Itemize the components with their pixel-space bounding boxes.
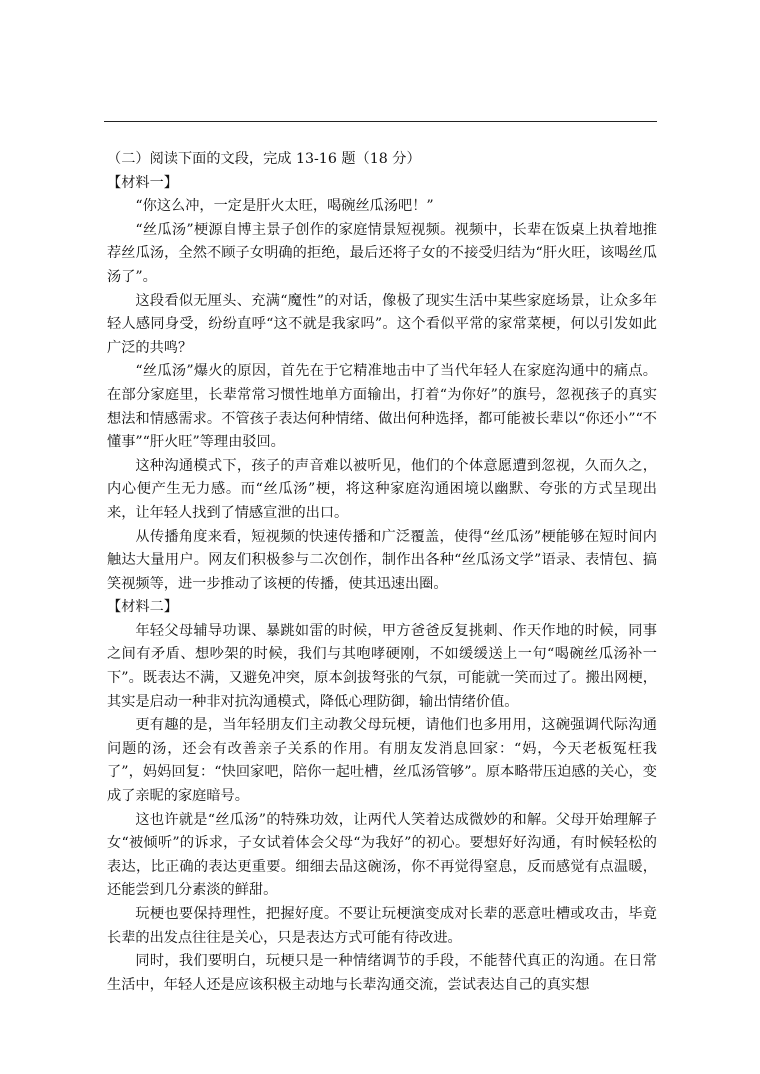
material-one-paragraph: 这段看似无厘头、充满“魔性”的对话，像极了现实生活中某些家庭场景，让众多年轻人感同身受，纷纷直呼“这不就是我家吗”。这个看似平常的家常菜梗，何以引发如此广泛的共鸣？ — [107, 292, 657, 356]
material-two-paragraph: 这也许就是“丝瓜汤”的特殊功效，让两代人笑着达成微妙的和解。父母开始理解子女“被倾听”的诉求，子女试着体会父母“为我好”的初心。要想好好沟通，有时候轻松的表达，比正确的表达更重要。细细去品这碗汤，你不再觉得窒息，反而感觉有点温暖，还能尝到几分素淡的鲜甜。 — [107, 811, 657, 899]
material-two-paragraph: 同时，我们要明白，玩梗只是一种情绪调节的手段，不能替代真正的沟通。在日常生活中，年轻人还是应该积极主动地与长辈沟通交流，尝试表达自己的真实想 — [107, 953, 657, 993]
material-one-paragraph: “丝瓜汤”爆火的原因，首先在于它精准地击中了当代年轻人在家庭沟通中的痛点。在部分家庭里，长辈常常习惯性地单方面输出，打着“为你好”的旗号，忽视孩子的真实想法和情感需求。不管孩子表达何种情绪、做出何种选择，都可能被长辈以“你还小”“不懂事”“肝火旺”等理由驳回。 — [107, 363, 657, 451]
material-one-paragraph: “你这么冲，一定是肝火太旺，喝碗丝瓜汤吧！” — [135, 198, 434, 215]
material-one-paragraph: 从传播角度来看，短视频的快速传播和广泛覆盖，使得“丝瓜汤”梗能够在短时间内触达大量用户。网友们积极参与二次创作，制作出各种“丝瓜汤文学”语录、表情包、搞笑视频等，进一步推动了该梗的传播，使其迅速出圈。 — [107, 528, 657, 592]
material-two-paragraph: 年轻父母辅导功课、暴跳如雷的时候，甲方爸爸反复挑刺、作天作地的时候，同事之间有矛盾、想吵架的时候，我们与其咆哮硬刚，不如缓缓送上一句“喝碗丝瓜汤补一下”。既表达不满，又避免冲突，原本剑拔弩张的气氛，可能就一笑而过了。搬出网梗，其实是启动一种非对抗沟通模式，降低心理防御，输出情绪价值。 — [107, 622, 657, 710]
material-two-heading: 【材料二】 — [107, 599, 178, 616]
material-one-paragraph: 这种沟通模式下，孩子的声音难以被听见，他们的个体意愿遭到忽视，久而久之，内心便产生无力感。而“丝瓜汤”梗，将这种家庭沟通困境以幽默、夸张的方式呈现出来，让年轻人找到了情感宣泄的出口。 — [107, 457, 657, 521]
header-rule — [104, 121, 657, 122]
reading-passage — [107, 148, 657, 997]
material-two-paragraph: 玩梗也要保持理性，把握好度。不要让玩梗演变成对长辈的恶意吐槽或攻击，毕竟长辈的出发点往往是关心，只是表达方式可能有待改进。 — [107, 906, 657, 946]
section-title: （二）阅读下面的文段，完成 13-16 题（18 分） — [107, 151, 421, 167]
material-one-heading: 【材料一】 — [107, 174, 178, 191]
material-one-paragraph: “丝瓜汤”梗源自博主景子创作的家庭情景短视频。视频中，长辈在饭桌上执着地推荐丝瓜汤，全然不顾子女明确的拒绝，最后还将子女的不接受归结为“肝火旺，该喝丝瓜汤了”。 — [107, 221, 657, 285]
material-two-paragraph: 更有趣的是，当年轻朋友们主动教父母玩梗，请他们也多用用，这碗强调代际沟通问题的汤，还会有改善亲子关系的作用。有朋友发消息回家：“妈，今天老板冤枉我了”，妈妈回复：“快回家吧，陪你一起吐槽，丝瓜汤管够”。原本略带压迫感的关心，变成了亲昵的家庭暗号。 — [107, 717, 657, 805]
